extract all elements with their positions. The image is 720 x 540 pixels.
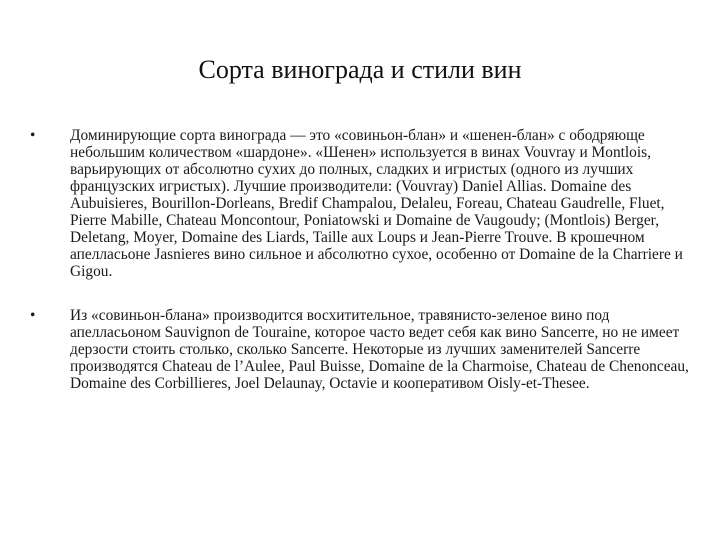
bullet-text: Из «совиньон-блана» производится восхитительное, травянисто-зеленое вино под апелласьоном Sauvignon de Touraine, которое часто ведет себя как вино Sancerre, но не имеет дерзости стоить столько, сколько Sancerre. Некоторые из лучших заменителей Sancerre производятся Chateau de l’Aulee, Paul Buisse, Domaine de la Charmoise, Chateau de Chenonceau, Domaine des Corbillieres, Joel Delaunay, Octavie и кооперативом Oisly-et-Thesee.: [70, 307, 689, 392]
slide-title: Сорта винограда и стили вин: [198, 55, 522, 84]
bullet-item-grape-varieties: [30, 127, 690, 280]
bullet-icon: •: [30, 307, 36, 324]
bullet-icon: •: [30, 127, 36, 144]
bullet-text: Доминирующие сорта винограда — это «совиньон-блан» и «шенен-блан» с ободряюще небольшим количеством «шардоне». «Шенен» используется в винах Vouvray и Montlois, варьирующих от абсолютно сухих до полных, сладких и игристых (одного из лучших французских игристых). Лучшие производители: (Vouvray) Daniel Allias. Domaine des Aubuisieres, Bourillon-Dorleans, Bredif Champalou, Delaleu, Foreau, Chateau Gaudrelle, Fluet, Pierre Mabille, Chateau Moncontour, Poniatowski и Domaine de Vaugoudy; (Montlois) Berger, Deletang, Moyer, Domaine des Liards, Taille aux Loups и Jean-Pierre Trouve. В крошечном апелласьоне Jasnieres вино сильное и абсолютно сухое, особенно от Domaine de la Charriere и Gigou.: [70, 127, 683, 280]
bullet-list: [30, 127, 690, 419]
bullet-item-sauvignon-blanc: [30, 307, 690, 392]
